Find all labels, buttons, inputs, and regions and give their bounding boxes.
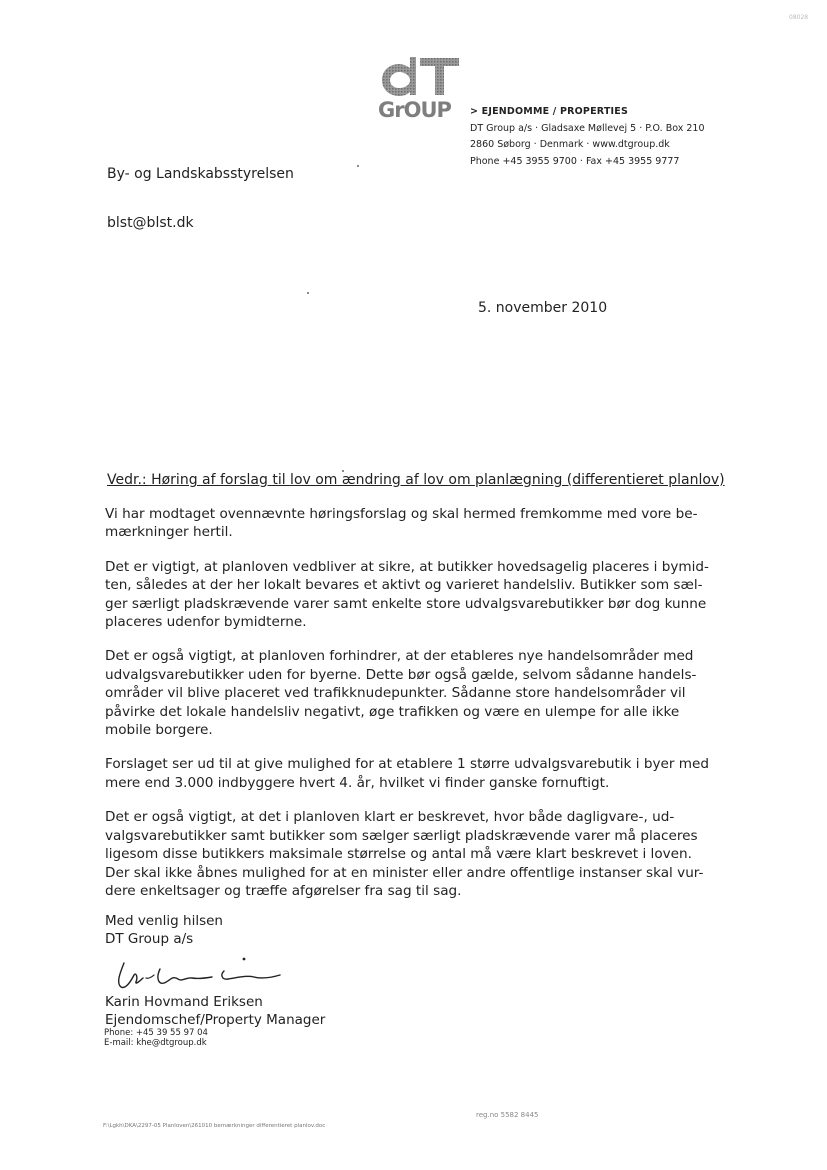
- handwritten-signature: [112, 955, 284, 997]
- text-line: Forslaget ser ud til at give mulighed for at etablere 1 større udvalgsvarebutik i byer med: [105, 756, 710, 773]
- document-file-path: F:\Lgkh\DKA\2297-05 Planloven\261010 bemærkninger differentieret planlov.doc: [103, 1123, 326, 1129]
- text-line: Det er også vigtigt, at planloven forhindrer, at der etableres nye handelsområder med: [105, 648, 694, 665]
- text-line: udvalgsvarebutikker uden for byerne. Dette bør også gælde, selvom sådanne handels-: [105, 666, 697, 683]
- paragraph: [105, 755, 709, 792]
- letter-body: [105, 505, 709, 916]
- text-line: valgsvarebutikker samt butikker som sælger særligt pladskrævende varer må placeres: [105, 827, 698, 844]
- closing-block: [105, 913, 223, 948]
- text-line: ger særligt pladskrævende varer samt enkelte store udvalgsvarebutikker bør dog kunne: [105, 595, 707, 612]
- address-line: DT Group a/s · Gladsaxe Møllevej 5 · P.O. Box 210: [470, 122, 705, 134]
- logo-wordmark: GrOUP: [378, 98, 451, 122]
- scan-speck: [357, 165, 359, 167]
- dt-logo-mark: [380, 55, 460, 99]
- closing-company: DT Group a/s: [105, 930, 194, 947]
- text-line: placeres udenfor bymidterne.: [105, 614, 307, 631]
- company-address-block: [470, 104, 705, 170]
- text-line: mærkninger hertil.: [105, 524, 233, 541]
- text-line: Det er også vigtigt, at det i planloven klart er beskrevet, hvor både dagligvare-, ud-: [105, 809, 675, 826]
- text-line: Der skal ikke åbnes mulighed for at en minister eller andre offentlige instanser skal vur-: [105, 864, 704, 881]
- paragraph: [105, 558, 709, 632]
- corner-scan-mark: 08028: [789, 14, 809, 21]
- scan-speck: [307, 292, 309, 294]
- address-line: 2860 Søborg · Denmark · www.dtgroup.dk: [470, 139, 670, 151]
- closing-greeting: Med venlig hilsen: [105, 913, 223, 929]
- signer-title: Ejendomschef/Property Manager: [105, 1011, 326, 1028]
- paragraph: [105, 808, 709, 900]
- signer-phone: Phone: +45 39 55 97 04: [104, 1028, 208, 1038]
- text-line: Vi har modtaget ovennævnte høringsforslag og skal hermed fremkomme med vore be-: [105, 506, 698, 522]
- letter-date: 5. november 2010: [478, 300, 608, 316]
- signer-email: E-mail: khe@dtgroup.dk: [104, 1038, 207, 1048]
- recipient-name: By- og Landskabsstyrelsen: [107, 166, 294, 182]
- company-logo: [378, 55, 462, 121]
- paragraph: [105, 505, 709, 542]
- recipient-email: blst@blst.dk: [107, 215, 194, 231]
- signer-name: Karin Hovmand Eriksen: [105, 994, 263, 1010]
- text-line: mere end 3.000 indbyggere hvert 4. år, hvilket vi finder ganske fornuftigt.: [105, 774, 610, 791]
- text-line: ligesom disse butikkers maksimale størrelse og antal må være klart beskrevet i loven.: [105, 846, 692, 863]
- division-label: > EJENDOMME / PROPERTIES: [470, 106, 629, 117]
- signer-contact: [104, 1028, 208, 1048]
- registration-stamp: reg.no 5582 8445: [476, 1111, 539, 1119]
- text-line: mobile borgere.: [105, 722, 213, 739]
- text-line: ten, således at der her lokalt bevares et aktivt og varieret handelsliv. Butikker som sæl-: [105, 577, 703, 594]
- text-line: områder vil blive placeret ved trafikknudepunkter. Sådanne store handelsområder vil: [105, 685, 686, 702]
- text-line: Det er vigtigt, at planloven vedbliver at sikre, at butikker hovedsagelig placeres i bymid-: [105, 558, 709, 575]
- text-line: påvirke det lokale handelsliv negativt, øge trafikken og være en ulempe for alle ikke: [105, 703, 680, 720]
- text-line: dere enkeltsager og træffe afgørelser fra sag til sag.: [105, 882, 462, 899]
- signer-block: [105, 994, 325, 1029]
- paragraph: [105, 647, 709, 739]
- scan-speck: [342, 470, 344, 472]
- address-line: Phone +45 3955 9700 · Fax +45 3955 9777: [470, 155, 680, 167]
- letter-subject: Vedr.: Høring af forslag til lov om ændring af lov om planlægning (differentieret planlov): [107, 472, 725, 488]
